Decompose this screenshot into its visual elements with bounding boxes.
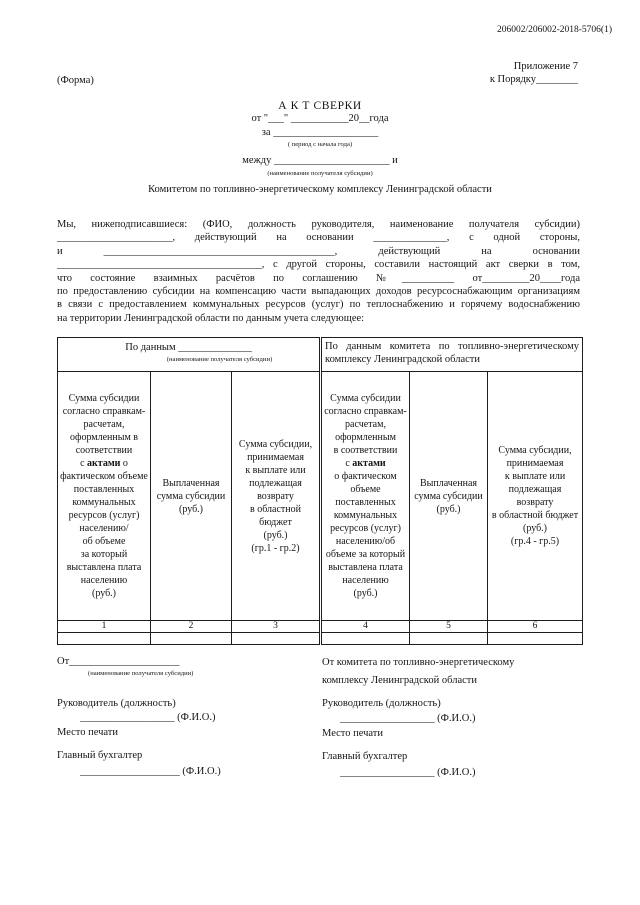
col4-text-bold: актами bbox=[352, 458, 386, 469]
header-left-prefix: По данным bbox=[125, 342, 179, 353]
paragraph-line: по предоставлению субсидии на компенсацию части выпадающих доходов ресурсоснабжающим организациям bbox=[57, 286, 580, 298]
left-stamp-label: Место печати bbox=[57, 727, 119, 738]
col3-text: Сумма субсидии, принимаемая к выплате или подлежащая возврату в областной бюджет (руб.) (гр.1 - гр.2) bbox=[238, 438, 313, 554]
header-left-note: (наименование получателя субсидии) bbox=[166, 356, 273, 363]
column-number: 3 bbox=[232, 621, 321, 633]
col5-text: Выплаченная сумма субсидии (руб.) bbox=[414, 477, 483, 515]
col4-text-c: о фактическом объеме поставленных коммунальных ресурсов (услуг) населению/об объеме за который выставлена плата населению (руб.) bbox=[325, 471, 406, 599]
col2-description bbox=[151, 372, 232, 621]
committee-line: Комитетом по топливно-энергетическому комплексу Ленинградской области bbox=[148, 184, 492, 195]
document-title: А К Т СВЕРКИ bbox=[278, 100, 362, 112]
right-head-label: Руководитель (должность) bbox=[322, 698, 441, 709]
paragraph-line: и ____________________________________________, действующий на основании bbox=[57, 245, 580, 257]
intro-paragraph bbox=[57, 218, 580, 325]
left-head-signature: __________________ (Ф.И.О.) bbox=[80, 712, 216, 723]
paragraph-line: что состояние взаимных расчётов по соглашению №__________ от_________20____года bbox=[57, 272, 580, 284]
table-column-numbers-row bbox=[58, 621, 583, 633]
table-empty-row bbox=[58, 633, 583, 645]
left-accountant-label: Главный бухгалтер bbox=[57, 750, 143, 761]
right-stamp-label: Место печати bbox=[322, 728, 384, 739]
period-note: ( период с начала года) bbox=[287, 141, 353, 148]
left-head-label: Руководитель (должность) bbox=[57, 698, 176, 709]
left-accountant-signature: ___________________ (Ф.И.О.) bbox=[80, 766, 221, 777]
table-empty-cell bbox=[232, 633, 321, 645]
col6-text: Сумма субсидии, принимаемая к выплате или подлежащая возврату в областной бюджет (руб.) (гр.4 - гр.5) bbox=[491, 445, 579, 547]
col4-text-a: Сумма субсидии согласно справкам- расчетам, оформленным в соответствии с bbox=[324, 393, 407, 469]
column-number: 1 bbox=[58, 621, 151, 633]
table-description-row bbox=[58, 372, 583, 621]
col2-text: Выплаченная сумма субсидии (руб.) bbox=[156, 477, 226, 515]
col3-description bbox=[232, 372, 321, 621]
date-line: от "___" ___________20__года bbox=[251, 113, 389, 124]
document-registration-number: 206002/206002-2018-5706(1) bbox=[496, 25, 612, 35]
paragraph-line: Мы, нижеподписавшиеся: (ФИО, должность руководителя, наименование получателя субсидии) bbox=[57, 219, 580, 230]
col4-description bbox=[321, 372, 410, 621]
form-label: (Форма) bbox=[57, 75, 94, 86]
col1-text-c: о фактическом объеме поставленных коммунальных ресурсов (услуг) населению/ об объеме за который выставлена плата населению (руб.) bbox=[60, 458, 148, 599]
paragraph-line: в связи с предоставлением коммунальных ресурсов (услуг) по теплоснабжению и горячему водоснабжению bbox=[57, 299, 580, 311]
paragraph-line: _______________________________________, с другой стороны, составили настоящий акт сверки в том, bbox=[57, 259, 580, 271]
reconciliation-table bbox=[57, 337, 583, 645]
period-line: за ____________________ bbox=[261, 127, 379, 138]
left-from-line: От_____________________ bbox=[57, 656, 180, 667]
header-committee-data: По данным комитета по топливно-энергетическому комплексу Ленинградской области bbox=[321, 338, 583, 372]
table-empty-cell bbox=[488, 633, 583, 645]
table-empty-cell bbox=[321, 633, 410, 645]
column-number: 6 bbox=[488, 621, 583, 633]
right-accountant-signature: __________________ (Ф.И.О.) bbox=[340, 767, 476, 778]
right-from-line-1: От комитета по топливно-энергетическому bbox=[322, 657, 515, 668]
right-from-line-2: комплексу Ленинградской области bbox=[322, 675, 477, 686]
paragraph-line: на территории Ленинградской области по данным учета следующее: bbox=[57, 312, 365, 324]
paragraph-line: ______________________, действующий на основании ______________, с одной стороны, bbox=[57, 232, 580, 244]
header-recipient-data bbox=[58, 338, 321, 372]
col5-description bbox=[410, 372, 488, 621]
column-number: 2 bbox=[151, 621, 232, 633]
table-empty-cell bbox=[58, 633, 151, 645]
table-header-row bbox=[58, 338, 583, 372]
right-accountant-label: Главный бухгалтер bbox=[322, 751, 408, 762]
table-empty-cell bbox=[410, 633, 488, 645]
column-number: 5 bbox=[410, 621, 488, 633]
left-from-note: (наименование получателя субсидии) bbox=[88, 670, 194, 677]
order-reference: к Порядку________ bbox=[489, 74, 578, 85]
col1-text-bold: актами bbox=[87, 458, 121, 469]
col1-description bbox=[58, 372, 151, 621]
col6-description bbox=[488, 372, 583, 621]
annex-number: Приложение 7 bbox=[513, 61, 578, 72]
table-empty-cell bbox=[151, 633, 232, 645]
column-number: 4 bbox=[321, 621, 410, 633]
header-left-blank: ______________ bbox=[178, 342, 252, 353]
annex-reference bbox=[490, 60, 578, 86]
between-line: между ______________________ и bbox=[242, 155, 398, 166]
right-head-signature: __________________ (Ф.И.О.) bbox=[340, 713, 476, 724]
recipient-note: (наименование получателя субсидии) bbox=[267, 170, 373, 177]
col1-text-a: Сумма субсидии согласно справкам- расчетам, оформленным в соответствии с bbox=[62, 393, 146, 469]
